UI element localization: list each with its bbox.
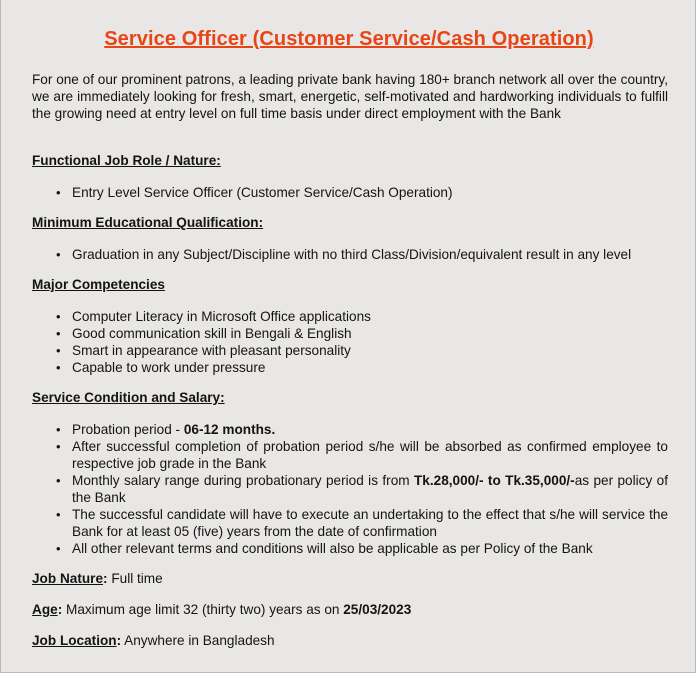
bullet-icon: •: [56, 473, 61, 488]
job-nature: Job Nature: Full time: [32, 571, 163, 586]
list-item: • Monthly salary range during probationary period is from Tk.28,000/- to Tk.35,000/-as per policy of the Bank: [56, 473, 668, 505]
salary-list: [54, 421, 668, 557]
page-title: Service Officer (Customer Service/Cash Operation): [104, 28, 594, 50]
job-posting: [1, 0, 696, 673]
job-nature-value: Full time: [111, 571, 163, 586]
list-item: • Computer Literacy in Microsoft Office applications: [56, 309, 371, 324]
job-location-label: Job Location: [32, 633, 117, 648]
list-item: • All other relevant terms and conditions will also be applicable as per Policy of the Bank: [56, 541, 593, 556]
bullet-icon: •: [56, 360, 61, 375]
list-item: • Good communication skill in Bengali & English: [56, 326, 352, 341]
education-heading: Minimum Educational Qualification:: [32, 215, 264, 230]
job-location-value: Anywhere in Bangladesh: [124, 633, 275, 648]
age-value: Maximum age limit 32 (thirty two) years as on: [66, 602, 344, 617]
intro-paragraph: For one of our prominent patrons, a leading private bank having 180+ branch network all over the country, we are immediately looking for fresh, smart, energetic, self-motivated and hardworking individuals to fulfill the growing need at entry level on full time basis under direct employment with the Bank: [32, 72, 668, 121]
bullet-icon: •: [56, 247, 61, 262]
list-item: • Smart in appearance with pleasant personality: [56, 343, 351, 358]
bullet-icon: •: [56, 185, 61, 200]
education-list: [54, 246, 668, 263]
list-item: • Entry Level Service Officer (Customer Service/Cash Operation): [56, 185, 453, 200]
list-item: • The successful candidate will have to execute an undertaking to the effect that s/he will service the Bank for at least 05 (five) years from the date of confirmation: [56, 507, 668, 539]
list-item: • Capable to work under pressure: [56, 360, 266, 375]
competencies-heading: Major Competencies: [32, 277, 165, 292]
job-location: Job Location: Anywhere in Bangladesh: [32, 633, 275, 648]
bullet-icon: •: [56, 507, 61, 522]
role-heading: Functional Job Role / Nature:: [32, 153, 221, 168]
list-item: • Graduation in any Subject/Discipline with no third Class/Division/equivalent result in any level: [56, 247, 632, 262]
job-nature-label: Job Nature: [32, 571, 104, 586]
bullet-icon: •: [56, 541, 61, 556]
list-item: • Probation period - 06-12 months.: [56, 422, 276, 437]
bullet-icon: •: [56, 422, 61, 437]
salary-range: Tk.28,000/- to Tk.35,000/-: [414, 473, 575, 488]
bullet-icon: •: [56, 326, 61, 341]
salary-heading: Service Condition and Salary:: [32, 390, 225, 405]
age-label: Age: [32, 602, 58, 617]
probation-value: 06-12 months.: [183, 422, 276, 437]
age-date: 25/03/2023: [343, 602, 412, 617]
bullet-icon: •: [56, 439, 61, 454]
list-item: • After successful completion of probation period s/he will be absorbed as confirmed employee to respective job grade in the Bank: [56, 439, 668, 471]
competencies-list: [54, 308, 668, 376]
bullet-icon: •: [56, 309, 61, 324]
age: Age: Maximum age limit 32 (thirty two) years as on 25/03/2023: [32, 602, 412, 617]
bullet-icon: •: [56, 343, 61, 358]
role-list: [54, 184, 668, 201]
